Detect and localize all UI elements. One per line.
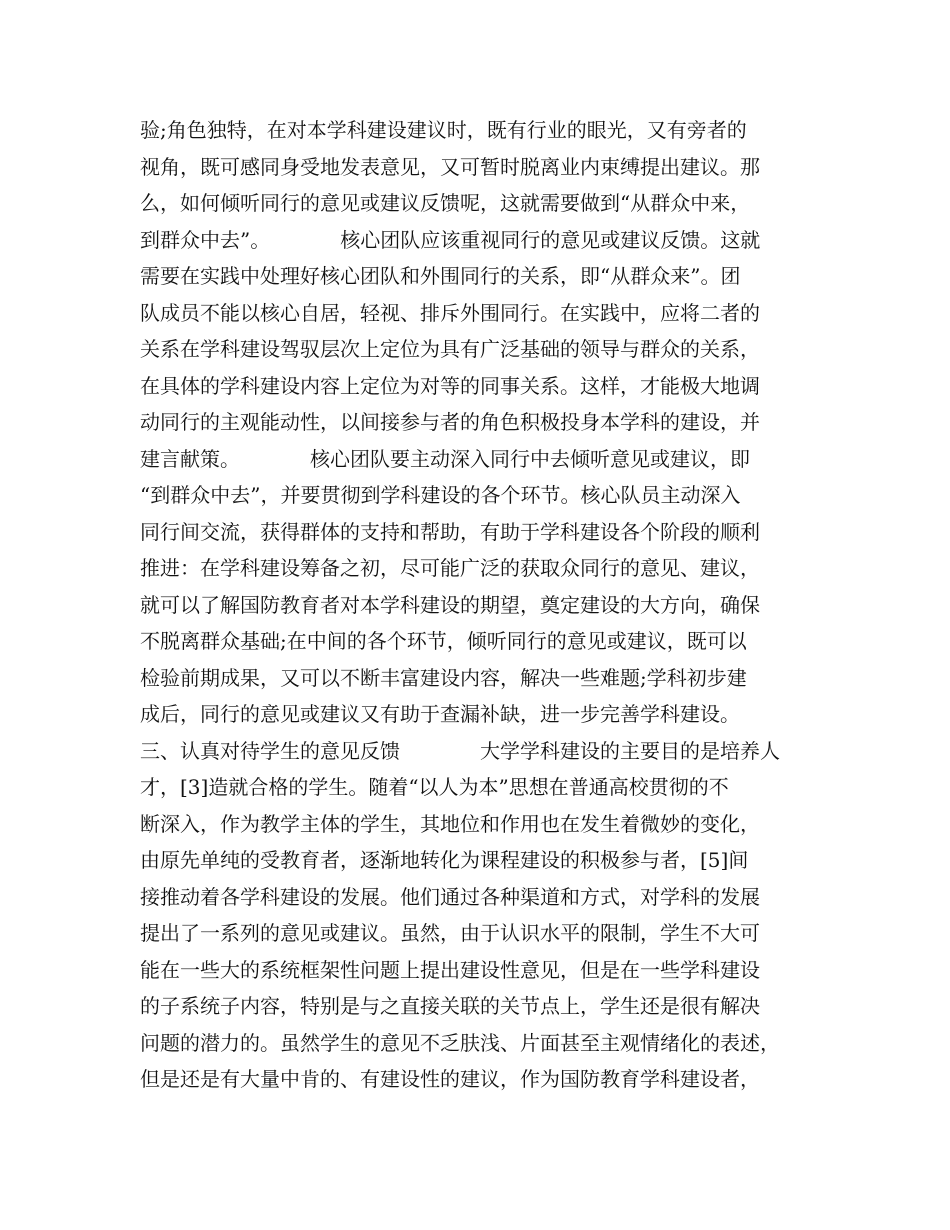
text-line: 就可以了解国防教育者对本学科建设的期望，奠定建设的大方向，确保 [140, 592, 760, 617]
text-line: 能在一些大的系统框架性问题上提出建设性意见，但是在一些学科建设 [140, 957, 760, 982]
text-line: 由原先单纯的受教育者，逐渐地转化为课程建设的积极参与者，[5]间 [140, 848, 749, 872]
text-line: 断深入，作为教学主体的学生，其地位和作用也在发生着微妙的变化， [140, 811, 760, 836]
text-line: “到群众中去”，并要贯彻到学科建设的各个环节。核心队员主动深入 [140, 483, 741, 507]
section-heading-line: 三、认真对待学生的意见反馈 大学学科建设的主要目的是培养人 [140, 738, 780, 763]
body-text [140, 112, 840, 1098]
text-line: 么，如何倾听同行的意见或建议反馈呢，这就需要做到“从群众中来， [140, 191, 751, 215]
text-line: 队成员不能以核心自居，轻视、排斥外围同行。在实践中，应将二者的 [140, 300, 760, 325]
text-line: 检验前期成果，又可以不断丰富建设内容，解决一些难题;学科初步建 [140, 665, 747, 690]
text-line: 不脱离群众基础;在中间的各个环节，倾听同行的意见或建议，既可以 [140, 629, 747, 653]
text-line: 同行间交流，获得群体的支持和帮助，有助于学科建设各个阶段的顺利 [140, 519, 760, 544]
text-line: 接推动着各学科建设的发展。他们通过各种渠道和方式，对学科的发展 [140, 884, 760, 909]
text-line: 需要在实践中处理好核心团队和外围同行的关系，即“从群众来”。团 [140, 264, 741, 288]
text-line: 提出了一系列的意见或建议。虽然，由于认识水平的限制，学生不大可 [140, 921, 760, 945]
text-line: 的子系统子内容，特别是与之直接关联的关节点上，学生还是很有解决 [140, 994, 760, 1018]
text-line: 但是还是有大量中肯的、有建设性的建议，作为国防教育学科建设者， [140, 1067, 760, 1091]
text-line: 建言献策。 核心团队要主动深入同行中去倾听意见或建议，即 [140, 446, 750, 471]
text-line: 动同行的主观能动性，以间接参与者的角色积极投身本学科的建设，并 [140, 410, 760, 434]
text-line: 才，[3]造就合格的学生。随着“以人为本”思想在普通高校贯彻的不 [140, 775, 729, 799]
text-line: 视角，既可感同身受地发表意见，又可暂时脱离业内束缚提出建议。那 [140, 154, 760, 179]
text-line: 关系在学科建设驾驭层次上定位为具有广泛基础的领导与群众的关系， [140, 337, 760, 361]
text-line: 成后，同行的意见或建议又有助于查漏补缺，进一步完善学科建设。 [140, 702, 740, 726]
text-line: 推进：在学科建设筹备之初，尽可能广泛的获取众同行的意见、建议， [140, 556, 760, 580]
text-line: 到群众中去”。 核心团队应该重视同行的意见或建议反馈。这就 [140, 227, 761, 252]
text-line: 验;角色独特，在对本学科建设建议时，既有行业的眼光，又有旁者的 [140, 118, 747, 142]
text-line: 问题的潜力的。虽然学生的意见不乏肤浅、片面甚至主观情绪化的表述， [140, 1030, 780, 1055]
text-line: 在具体的学科建设内容上定位为对等的同事关系。这样，才能极大地调 [140, 373, 760, 398]
